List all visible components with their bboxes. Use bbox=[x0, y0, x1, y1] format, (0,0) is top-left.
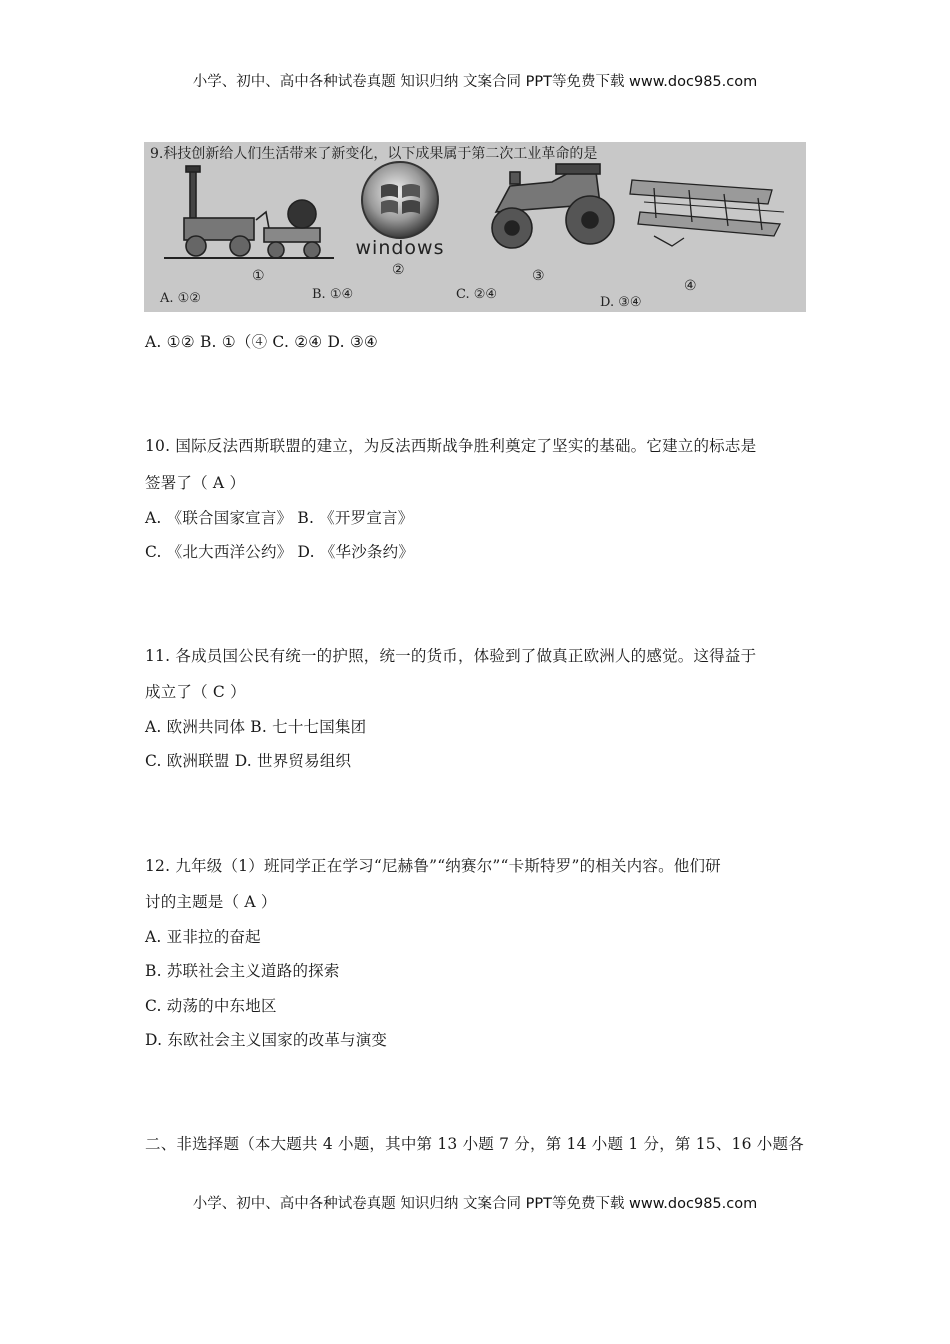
windows-logo-illustration bbox=[362, 162, 438, 238]
q11-stem-line2: 成立了（ C ） bbox=[145, 683, 246, 701]
q10-options-ab: A. 《联合国家宣言》 B. 《开罗宣言》 bbox=[145, 509, 414, 527]
q9-label-4: ④ bbox=[684, 278, 697, 294]
q12-option-a: A. 亚非拉的奋起 bbox=[145, 928, 261, 946]
question-9-image bbox=[144, 142, 806, 312]
q12-stem-line2: 讨的主题是（ A ） bbox=[145, 893, 277, 911]
q11-options-cd: C. 欧洲联盟 D. 世界贸易组织 bbox=[145, 752, 352, 770]
page-footer: 小学、初中、高中各种试卷真题 知识归纳 文案合同 PPT等免费下载 www.doc985.com bbox=[192, 1196, 758, 1212]
section-2-heading: 二、非选择题（本大题共 4 小题，其中第 13 小题 7 分，第 14 小题 1 分，第 15、16 小题各 bbox=[145, 1135, 804, 1153]
q9-image-choice-c: C. ②④ bbox=[456, 287, 498, 302]
page-header: 小学、初中、高中各种试卷真题 知识归纳 文案合同 PPT等免费下载 www.doc985.com bbox=[192, 74, 758, 90]
q11-options-ab: A. 欧洲共同体 B. 七十七国集团 bbox=[145, 718, 367, 736]
q9-image-choice-b: B. ①④ bbox=[312, 287, 354, 302]
q9-image-choice-d: D. ③④ bbox=[600, 295, 642, 310]
q9-options: A. ①② B. ①（④ C. ②④ D. ③④ bbox=[145, 333, 379, 351]
q12-option-d: D. 东欧社会主义国家的改革与演变 bbox=[145, 1031, 388, 1049]
q10-stem-line1: 10. 国际反法西斯联盟的建立，为反法西斯战争胜利奠定了坚实的基础。它建立的标志是 bbox=[145, 437, 757, 455]
q11-stem-line1: 11. 各成员国公民有统一的护照，统一的货币，体验到了做真正欧洲人的感觉。这得益于 bbox=[145, 647, 757, 665]
q9-label-3: ③ bbox=[532, 268, 545, 284]
q9-stem: 9.科技创新给人们生活带来了新变化，以下成果属于第二次工业革命的是 bbox=[150, 146, 598, 162]
windows-logo-word: windows bbox=[355, 237, 445, 259]
q12-stem-line1: 12. 九年级（1）班同学正在学习“尼赫鲁”“纳赛尔”“卡斯特罗”的相关内容。他们研 bbox=[145, 857, 721, 875]
q9-image-choice-a: A. ①② bbox=[160, 291, 201, 306]
q9-label-2: ② bbox=[392, 262, 405, 278]
q9-label-1: ① bbox=[252, 268, 265, 284]
q12-option-c: C. 动荡的中东地区 bbox=[145, 997, 277, 1015]
q10-stem-line2: 签署了（ A ） bbox=[145, 474, 246, 492]
q12-option-b: B. 苏联社会主义道路的探索 bbox=[145, 962, 340, 980]
q10-options-cd: C. 《北大西洋公约》 D. 《华沙条约》 bbox=[145, 543, 415, 561]
